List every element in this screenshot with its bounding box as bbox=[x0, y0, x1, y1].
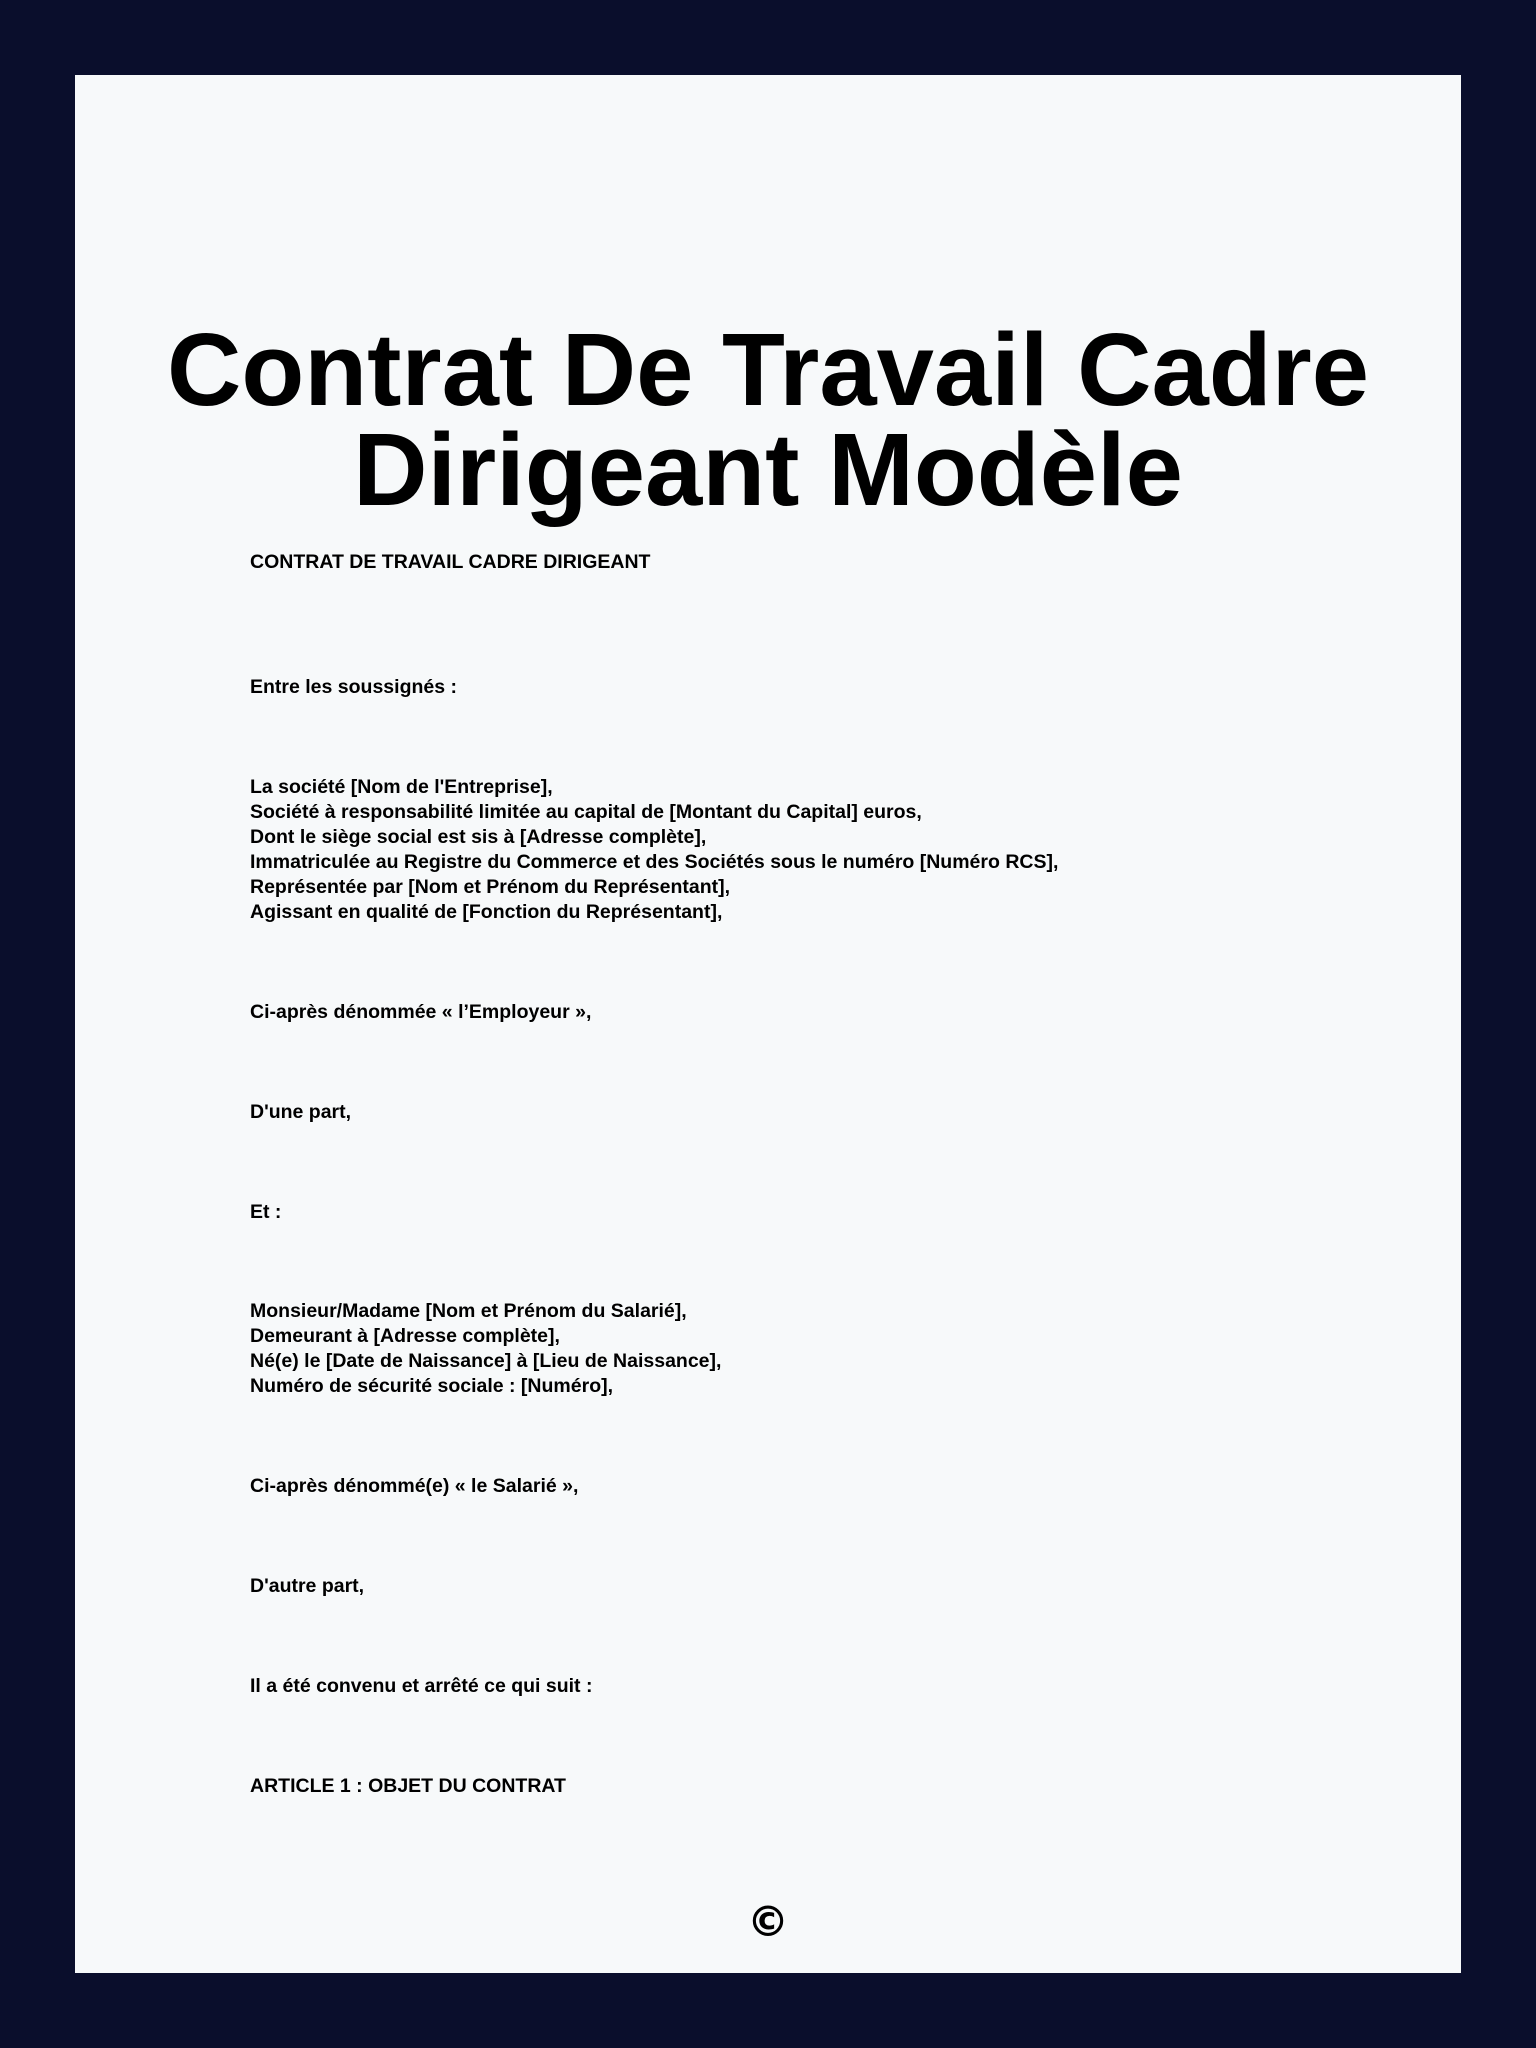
document-title bbox=[75, 312, 1461, 527]
document-title-line-2: Dirigeant Modèle bbox=[353, 412, 1183, 527]
employer-line: Représentée par [Nom et Prénom du Représentant], bbox=[250, 876, 731, 898]
employer-line: Agissant en qualité de [Fonction du Représentant], bbox=[250, 901, 723, 923]
employer-line: Société à responsabilité limitée au capital de [Montant du Capital] euros, bbox=[250, 801, 922, 823]
contract-heading: CONTRAT DE TRAVAIL CADRE DIRIGEANT bbox=[250, 551, 651, 573]
employee-line: Né(e) le [Date de Naissance] à [Lieu de Naissance], bbox=[250, 1350, 722, 1372]
first-party-label: D'une part, bbox=[250, 1101, 352, 1123]
employer-line: Dont le siège social est sis à [Adresse complète], bbox=[250, 826, 707, 848]
and-separator: Et : bbox=[250, 1201, 282, 1223]
document-title-line-1: Contrat De Travail Cadre bbox=[166, 312, 1370, 427]
employee-designation: Ci-après dénommé(e) « le Salarié », bbox=[250, 1475, 579, 1497]
agreement-statement: Il a été convenu et arrêté ce qui suit : bbox=[250, 1675, 593, 1697]
employee-line: Monsieur/Madame [Nom et Prénom du Salarié], bbox=[250, 1300, 687, 1322]
copyright-icon: © bbox=[747, 1897, 789, 1946]
employer-designation: Ci-après dénommée « l’Employeur », bbox=[250, 1001, 592, 1023]
employee-line: Demeurant à [Adresse complète], bbox=[250, 1325, 560, 1347]
parties-intro: Entre les soussignés : bbox=[250, 676, 457, 698]
employer-line: La société [Nom de l'Entreprise], bbox=[250, 776, 553, 798]
employer-line: Immatriculée au Registre du Commerce et des Sociétés sous le numéro [Numéro RCS], bbox=[250, 851, 1059, 873]
employee-line: Numéro de sécurité sociale : [Numéro], bbox=[250, 1375, 614, 1397]
second-party-label: D'autre part, bbox=[250, 1575, 365, 1597]
article-1-heading: ARTICLE 1 : OBJET DU CONTRAT bbox=[250, 1775, 566, 1797]
document-page bbox=[75, 75, 1461, 1973]
